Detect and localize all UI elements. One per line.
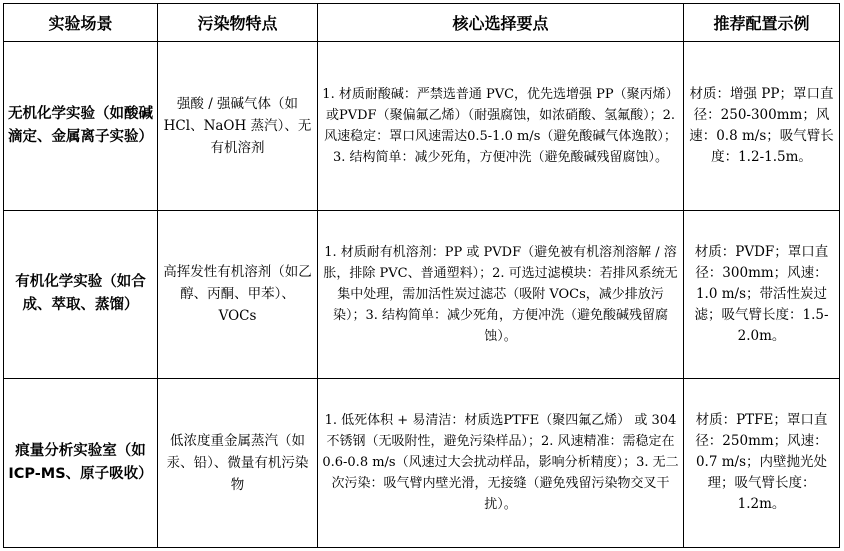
- ventilation-selection-table: [3, 3, 840, 548]
- table-row: [4, 42, 840, 210]
- key-points-cell: 1. 材质耐有机溶剂：PP 或 PVDF（避免被有机溶剂溶解 / 溶胀，排除 PVC、普通塑料）；2. 可选过滤模块：若排风系统无集中处理，需加活性炭过滤芯（吸附 VOCs，减少排放污染）；3. 结构简单：减少死角，方便冲洗（避免酸碱残留腐蚀）。: [318, 210, 684, 378]
- header-pollutant: 污染物特点: [158, 4, 318, 42]
- header-key-points: 核心选择要点: [318, 4, 684, 42]
- config-cell: 材质：增强 PP；罩口直径：250-300mm；风速：0.8 m/s；吸气臂长度：1.2-1.5m。: [684, 42, 840, 210]
- key-points-cell: 1. 低死体积 + 易清洁：材质选PTFE（聚四氟乙烯） 或 304 不锈钢（无吸附性，避免污染样品）；2. 风速精准：需稳定在 0.6-0.8 m/s（风速过大会扰动样品，影响分析精度）；3. 无二次污染：吸气臂内壁光滑，无接缝（避免残留污染物交叉干扰）。: [318, 378, 684, 547]
- table-row: [4, 210, 840, 378]
- pollutant-cell: 强酸 / 强碱气体（如 HCl、NaOH 蒸汽）、无有机溶剂: [158, 42, 318, 210]
- header-row: [4, 4, 840, 42]
- scene-cell: 无机化学实验（如酸碱滴定、金属离子实验）: [4, 42, 158, 210]
- config-cell: 材质：PTFE；罩口直径：250mm；风速：0.7 m/s；内壁抛光处理；吸气臂长度：1.2m。: [684, 378, 840, 547]
- scene-cell: 有机化学实验（如合成、萃取、蒸馏）: [4, 210, 158, 378]
- key-points-cell: 1. 材质耐酸碱：严禁选普通 PVC，优先选增强 PP（聚丙烯） 或PVDF（聚偏氟乙烯）（耐强腐蚀，如浓硝酸、氢氟酸）；2. 风速稳定：罩口风速需达0.5-1.0 m/s（避免酸碱气体逸散）；3. 结构简单：减少死角，方便冲洗（避免酸碱残留腐蚀）。: [318, 42, 684, 210]
- scene-cell: 痕量分析实验室（如 ICP-MS、原子吸收）: [4, 378, 158, 547]
- table-row: [4, 378, 840, 547]
- pollutant-cell: 高挥发性有机溶剂（如乙醇、丙酮、甲苯）、VOCs: [158, 210, 318, 378]
- pollutant-cell: 低浓度重金属蒸汽（如汞、铅）、微量有机污染物: [158, 378, 318, 547]
- header-config: 推荐配置示例: [684, 4, 840, 42]
- config-cell: 材质：PVDF；罩口直径：300mm；风速：1.0 m/s；带活性炭过滤；吸气臂长度：1.5-2.0m。: [684, 210, 840, 378]
- header-scene: 实验场景: [4, 4, 158, 42]
